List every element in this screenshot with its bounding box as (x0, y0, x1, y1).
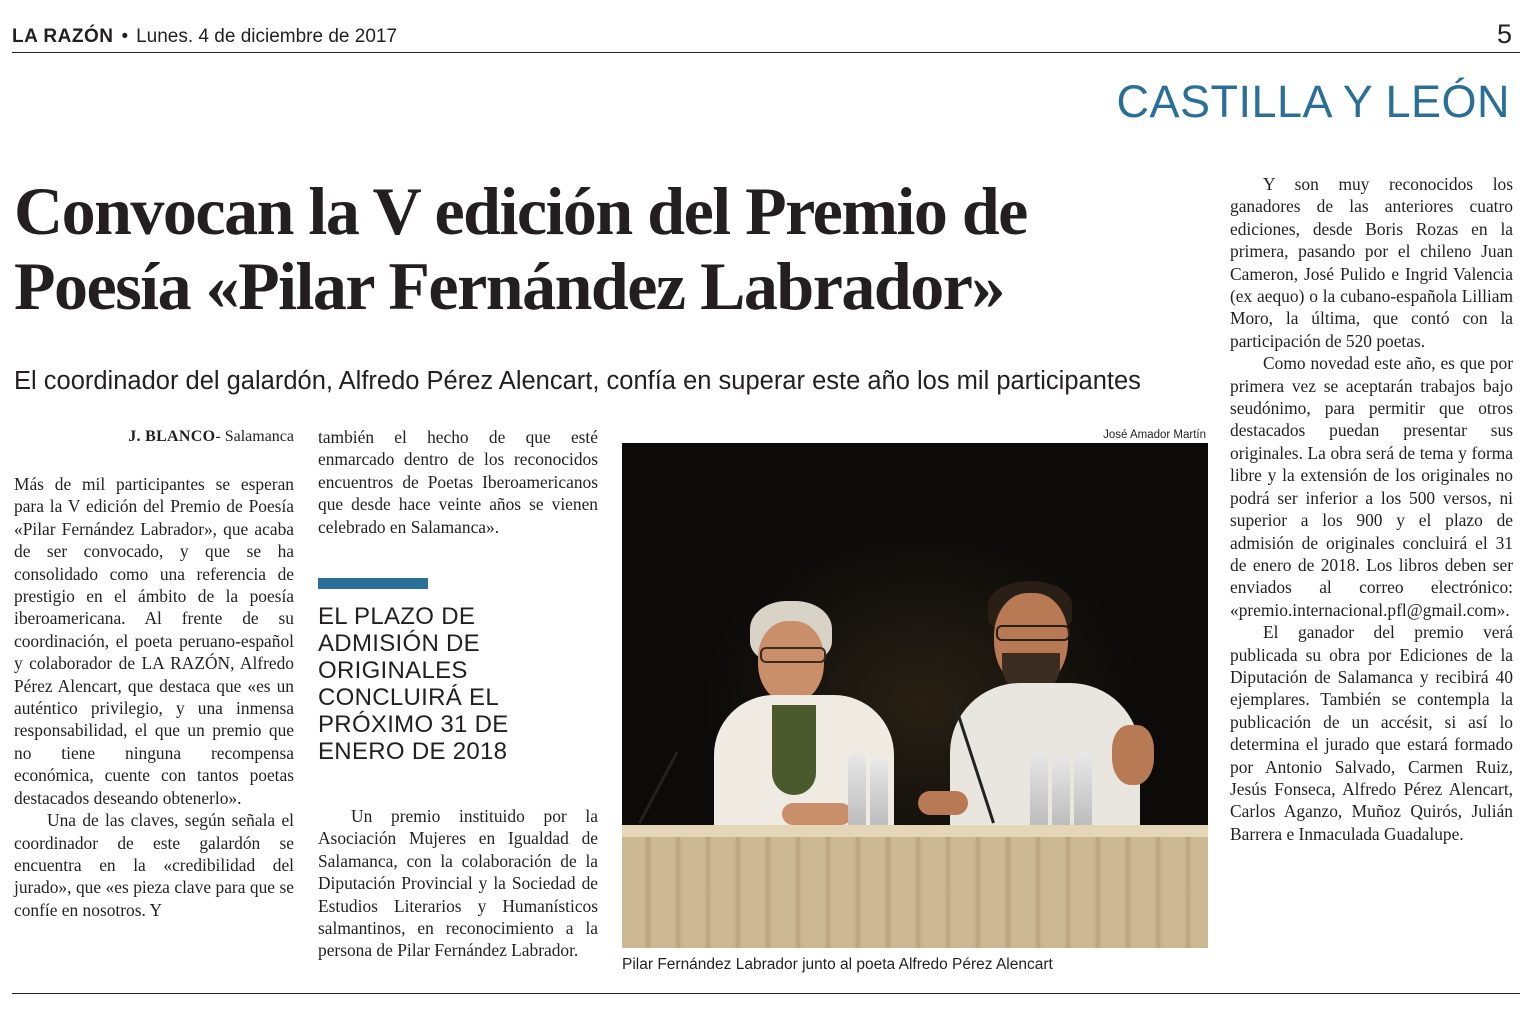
byline-location: - Salamanca (215, 428, 294, 445)
body-paragraph: Y son muy reconocidos los ganadores de las anteriores cuatro ediciones, desde Boris Rozas en la primera, pasando por el chileno Juan Cameron, José Pulido e Ingrid Valencia (ex aequo) o la cubano-española Lilliam Moro, la última, que contó con la participación de 520 poetas. (1230, 174, 1513, 351)
man-left-hand (918, 791, 968, 815)
article-photo (622, 443, 1208, 948)
masthead (12, 22, 397, 52)
article-column-2 (318, 426, 598, 962)
water-bottle (870, 759, 888, 831)
headline: Convocan la V edición del Premio de Poesía «Pilar Fernández Labrador» (14, 173, 1027, 324)
header-rule (12, 52, 1520, 53)
page-number: 5 (1496, 19, 1512, 49)
footer-rule (12, 993, 1520, 994)
body-paragraph: Una de las claves, según señala el coordinador de este galardón se encuentra en la «credibilidad del jurado», que «es pieza clave para que se confíe en nosotros. Y (14, 810, 294, 920)
body-paragraph: El ganador del premio verá publicada su obra por Ediciones de la Diputación de Salamanca y recibirá 40 ejemplares. También se contempla la publicación de un accésit, si así lo determina el jurado que estará formado por Antonio Salvado, Carmen Ruiz, Jesús Fonseca, Alfredo Pérez Alencart, Carlos Aganzo, Muñoz Quirós, Julián Barrera e Inmaculada Guadalupe. (1230, 622, 1513, 844)
water-bottle (1052, 755, 1070, 831)
photo-caption: Pilar Fernández Labrador junto al poeta Alfredo Pérez Alencart (622, 956, 1053, 973)
woman-hands (782, 803, 852, 825)
man-glasses (996, 625, 1070, 641)
byline (14, 426, 294, 448)
water-bottle (1030, 751, 1048, 831)
body-paragraph: Más de mil participantes se esperan para la V edición del Premio de Poesía «Pilar Fernández Labrador», que acaba de ser convocado, y que se ha consolidado como una referencia de prestigio en el ámbito de la poesía iberoamericana. Al frente de su coordinación, el poeta peruano-español y colaborador de LA RAZÓN, Alfredo Pérez Alencart, que destaca que «es un auténtico privilegio, y una inmensa responsabilidad, el que un premio que no tiene ninguna recompensa económica, cuente con tantos poetas destacados deseando obtenerlo». (14, 474, 294, 808)
woman-blouse (772, 705, 816, 795)
subheadline: El coordinador del galardón, Alfredo Pérez Alencart, confía en superar este año los mil participantes (14, 367, 1141, 395)
section-title: CASTILLA Y LEÓN (1116, 76, 1510, 127)
body-paragraph: también el hecho de que esté enmarcado dentro de los reconocidos encuentros de Poetas Iberoamericanos que desde hace veinte años se vienen celebrado en Salamanca». (318, 427, 598, 537)
body-paragraph: Un premio instituido por la Asociación Mujeres en Igualdad de Salamanca, con la colaboración de la Diputación Provincial y la Sociedad de Estudios Literarios y Humanísticos salmantinos, en reconocimiento a la persona de Pilar Fernández Labrador. (318, 806, 598, 961)
woman-glasses (760, 647, 826, 663)
newspaper-name: LA RAZÓN (12, 26, 114, 47)
issue-date: Lunes. 4 de diciembre de 2017 (136, 26, 398, 47)
separator-dot: • (121, 26, 129, 47)
byline-author: J. BLANCO (128, 428, 216, 445)
microphone-left (638, 752, 678, 824)
article-column-3 (1230, 173, 1513, 845)
body-paragraph: Como novedad este año, es que por primera vez se aceptarán trabajos bajo seudónimo, para permitir que otros destacados puedan presentar sus originales. La obra será de tema y forma libre y la extensión de los originales no podrá ser inferior a los 500 versos, ni superior a los 900 y el plazo de admisión de originales concluirá el 31 de enero de 2018. Los libros deben ser enviados al correo electrónico: «premio.internacional.pfl@gmail.com». (1230, 353, 1513, 620)
article-column-1 (14, 426, 294, 921)
table-cloth (622, 837, 1208, 948)
man-raised-hand (1112, 725, 1154, 785)
water-bottle (1074, 753, 1092, 831)
photo-credit: José Amador Martín (1103, 429, 1206, 441)
pull-quote: EL PLAZO DE ADMISIÓN DE ORIGINALES CONCLUIRÁ EL PRÓXIMO 31 DE ENERO DE 2018 (318, 603, 509, 766)
highlight-accent-bar (318, 578, 428, 589)
water-bottle (848, 753, 866, 831)
